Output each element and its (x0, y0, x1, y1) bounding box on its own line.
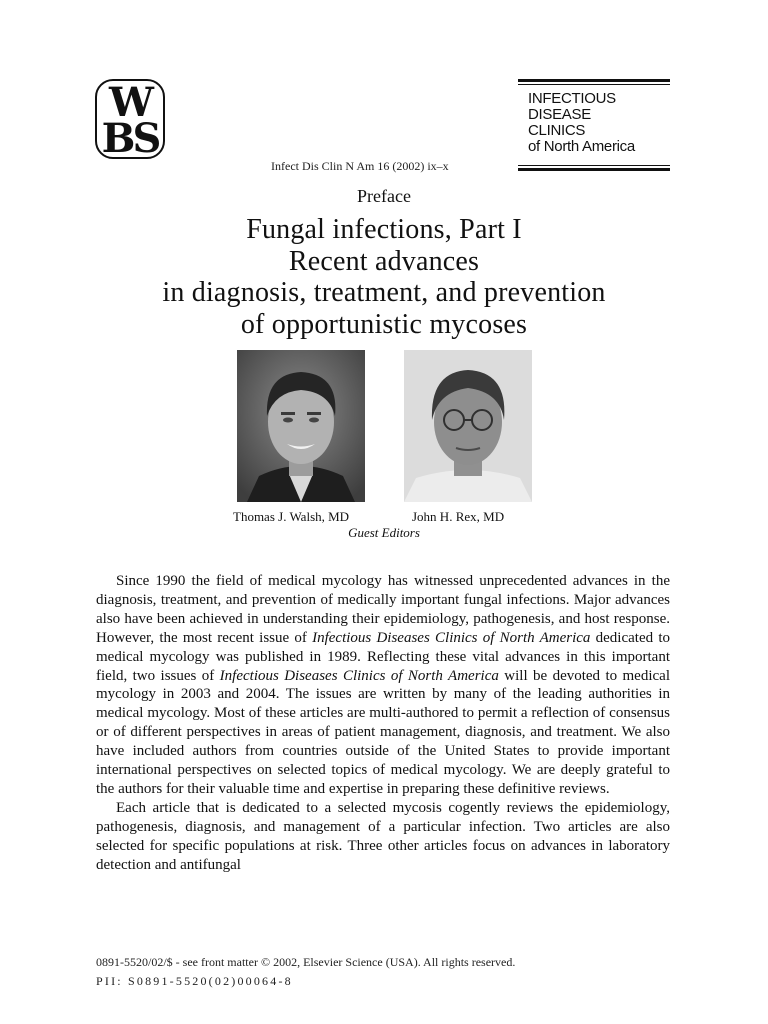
section-heading: Preface (357, 186, 411, 206)
title-line: of opportunistic mycoses (240, 308, 528, 340)
title-line: Recent advances (288, 245, 480, 277)
publisher-logo (95, 79, 165, 159)
editor-photo-walsh (237, 350, 365, 502)
journal-reference: Infectious Diseases Clinics of North America (312, 629, 591, 646)
title-line: Fungal infections, Part I (246, 214, 522, 245)
title-line: in diagnosis, treatment, and prevention (162, 277, 606, 308)
citation: Infect Dis Clin N Am 16 (2002) ix–x (271, 159, 449, 173)
journal-reference: Infectious Diseases Clinics of North America (219, 667, 499, 684)
editor-photo-rex (404, 350, 532, 502)
article-body (96, 572, 670, 875)
journal-name (528, 91, 678, 155)
journal-name-line: of North America (528, 138, 635, 155)
article-title (40, 214, 728, 340)
journal-name-line: INFECTIOUS (528, 90, 616, 107)
text-run: will be devoted to medical mycology in 2003 and 2004. The issues are written by many of the leading authorities in medical mycology. Most of these articles are multi-authored to permit a reflection of consensus or of different perspectives in areas of patient management, diagnosis, and treatment. We also have included authors from countries outside of the United States to provide important international perspectives on selected topics of medical mycology. We are deeply grateful to the authors for their valuable time and expertise in preparing these definitive reviews. (96, 667, 670, 797)
journal-name-line: CLINICS (528, 122, 586, 139)
copyright-line: 0891-5520/02/$ - see front matter © 2002, Elsevier Science (USA). All rights reserved. (96, 955, 516, 969)
logo-letters-top: W (109, 79, 151, 126)
masthead-rule-top (518, 79, 670, 85)
editor-name: John H. Rex, MD (412, 509, 505, 524)
text-run: Since 1990 the field of medical mycology has witnessed unprecedented advances in the diagnosis, treatment, and prevention of medically important fungal infections. Major advances also have been achieved in understanding their epidemiology, pathogenesis, and host response. However, the most recent issue of (96, 573, 670, 646)
logo-letters-bottom: BS (101, 115, 159, 159)
body-paragraph (96, 572, 670, 799)
editors-role: Guest Editors (348, 525, 420, 540)
text-run: dedicated to medical mycology was published in 1989. Reflecting these vital advances in this important field, two issues of (96, 629, 670, 684)
body-paragraph: Each article that is dedicated to a selected mycosis cogently reviews the epidemiology, pathogenesis, diagnosis, and management of a particular infection. Two articles are also selected for specific populations at risk. Three other articles focus on advances in laboratory detection and antifungal (96, 799, 670, 873)
journal-name-line: DISEASE (528, 106, 591, 123)
masthead-rule-bottom (518, 165, 670, 173)
copyright-footer (96, 953, 515, 991)
pii-line: PII: S0891-5520(02)00064-8 (96, 974, 293, 988)
editor-name: Thomas J. Walsh, MD (233, 509, 350, 524)
